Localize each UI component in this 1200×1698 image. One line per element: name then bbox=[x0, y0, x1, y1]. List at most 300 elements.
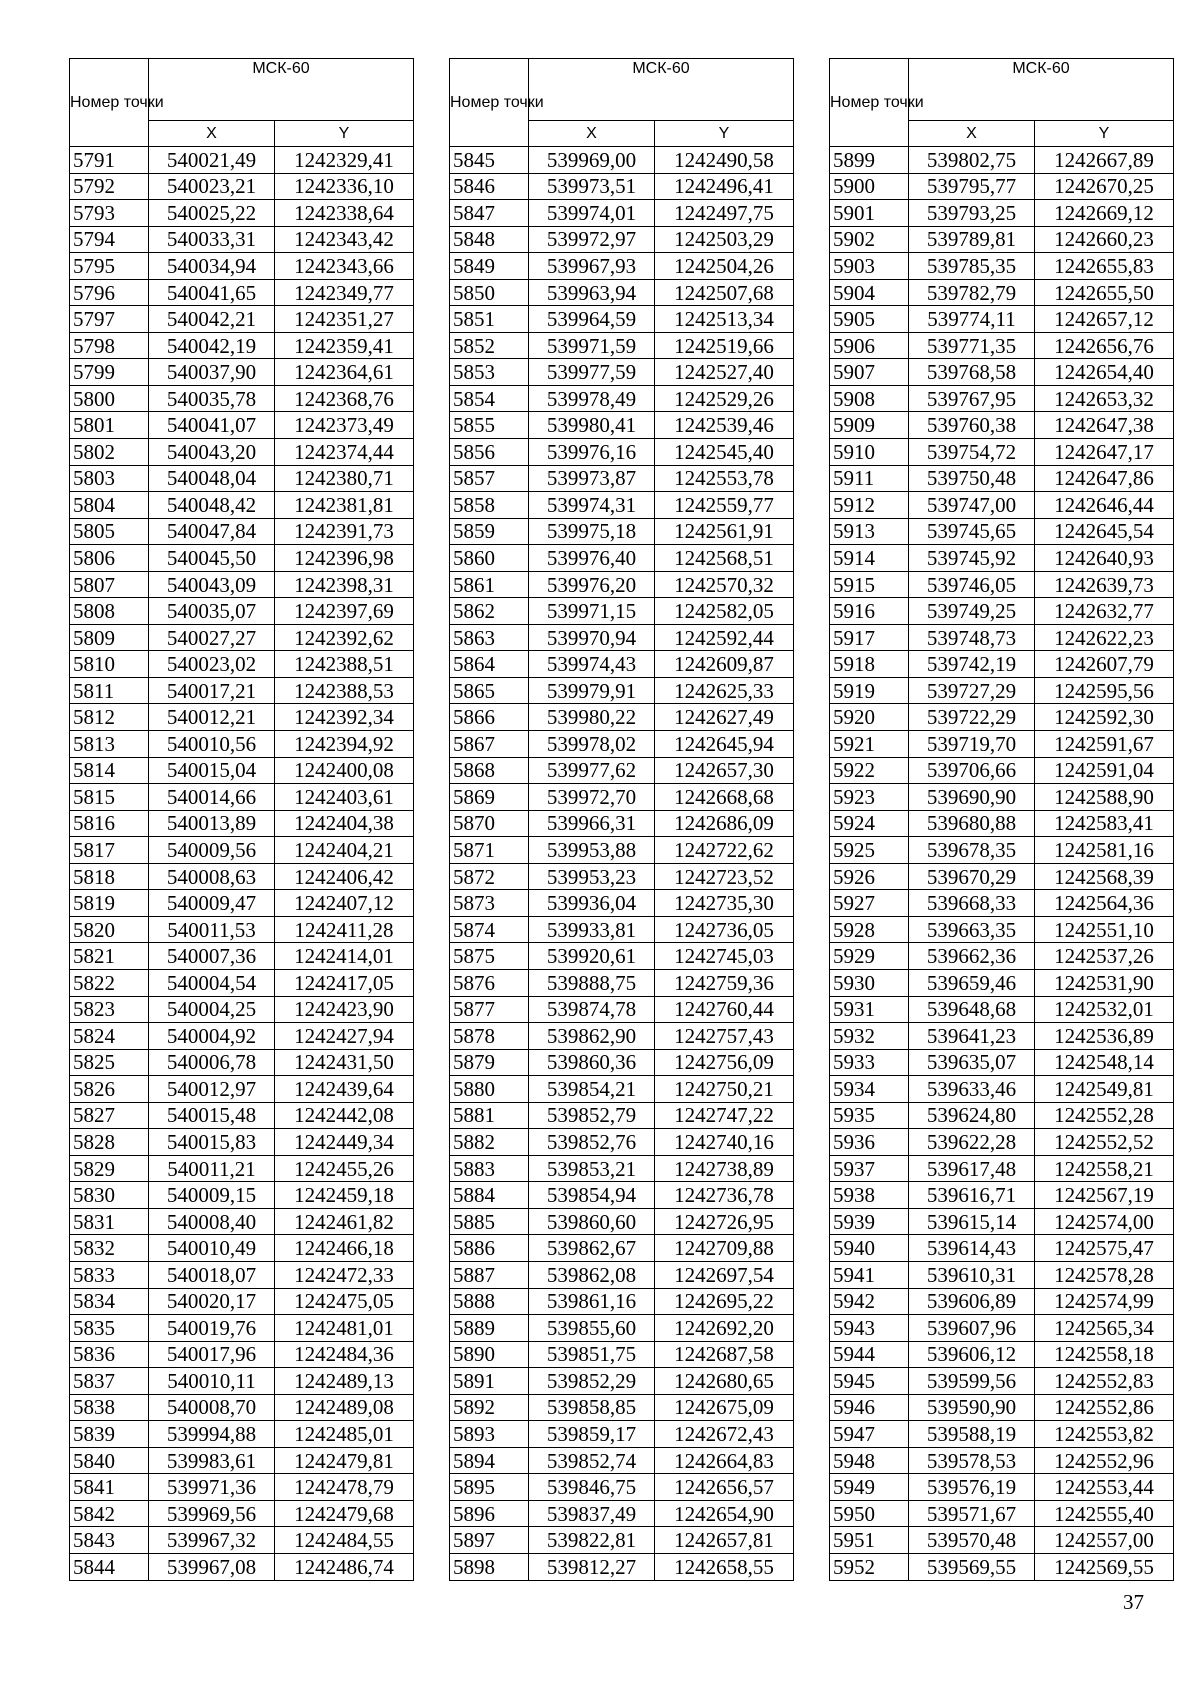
table-row bbox=[450, 757, 794, 784]
point-number: 5808 bbox=[70, 598, 149, 625]
table-row bbox=[830, 996, 1174, 1023]
x-coordinate: 539953,88 bbox=[529, 837, 655, 864]
table-row bbox=[450, 571, 794, 598]
table-row bbox=[450, 439, 794, 466]
y-coordinate: 1242406,42 bbox=[275, 863, 414, 890]
x-coordinate: 539576,19 bbox=[909, 1474, 1035, 1501]
table-row bbox=[450, 1368, 794, 1395]
table-row bbox=[450, 1102, 794, 1129]
table-row bbox=[450, 545, 794, 572]
y-coordinate: 1242655,50 bbox=[1035, 279, 1174, 306]
table-row bbox=[70, 1500, 414, 1527]
coordinates-table-3 bbox=[829, 58, 1174, 1581]
x-coordinate: 539977,62 bbox=[529, 757, 655, 784]
x-coordinate: 540023,02 bbox=[149, 651, 275, 678]
point-number: 5877 bbox=[450, 996, 529, 1023]
point-number: 5805 bbox=[70, 518, 149, 545]
table-row bbox=[830, 1421, 1174, 1448]
x-coordinate: 539706,66 bbox=[909, 757, 1035, 784]
y-coordinate: 1242645,54 bbox=[1035, 518, 1174, 545]
point-number: 5821 bbox=[70, 943, 149, 970]
table-row bbox=[830, 943, 1174, 970]
table-row bbox=[830, 571, 1174, 598]
x-coordinate: 539789,81 bbox=[909, 226, 1035, 253]
x-coordinate: 539606,12 bbox=[909, 1341, 1035, 1368]
y-header: Y bbox=[655, 121, 794, 147]
point-number: 5867 bbox=[450, 731, 529, 758]
coordinate-system-header: МСК-60 bbox=[149, 59, 414, 121]
table-row bbox=[830, 545, 1174, 572]
y-coordinate: 1242484,55 bbox=[275, 1527, 414, 1554]
point-number: 5913 bbox=[830, 518, 909, 545]
x-coordinate: 539969,56 bbox=[149, 1500, 275, 1527]
point-number: 5874 bbox=[450, 916, 529, 943]
point-number: 5945 bbox=[830, 1368, 909, 1395]
point-number: 5920 bbox=[830, 704, 909, 731]
table-row bbox=[830, 439, 1174, 466]
y-coordinate: 1242553,44 bbox=[1035, 1474, 1174, 1501]
x-coordinate: 539588,19 bbox=[909, 1421, 1035, 1448]
table-row bbox=[70, 1474, 414, 1501]
point-number: 5843 bbox=[70, 1527, 149, 1554]
point-number: 5817 bbox=[70, 837, 149, 864]
x-coordinate: 539971,15 bbox=[529, 598, 655, 625]
table-row bbox=[70, 1341, 414, 1368]
point-number: 5853 bbox=[450, 359, 529, 386]
y-coordinate: 1242388,51 bbox=[275, 651, 414, 678]
point-number: 5912 bbox=[830, 492, 909, 519]
x-coordinate: 540010,56 bbox=[149, 731, 275, 758]
y-coordinate: 1242391,73 bbox=[275, 518, 414, 545]
x-coordinate: 539746,05 bbox=[909, 571, 1035, 598]
table-row bbox=[70, 253, 414, 280]
y-coordinate: 1242654,40 bbox=[1035, 359, 1174, 386]
x-coordinate: 539874,78 bbox=[529, 996, 655, 1023]
point-number: 5923 bbox=[830, 784, 909, 811]
y-coordinate: 1242552,28 bbox=[1035, 1102, 1174, 1129]
table-row bbox=[450, 731, 794, 758]
x-coordinate: 539969,00 bbox=[529, 147, 655, 174]
table-row bbox=[830, 1023, 1174, 1050]
point-number: 5840 bbox=[70, 1447, 149, 1474]
x-coordinate: 540014,66 bbox=[149, 784, 275, 811]
point-number: 5819 bbox=[70, 890, 149, 917]
table-row bbox=[830, 412, 1174, 439]
y-coordinate: 1242481,01 bbox=[275, 1315, 414, 1342]
x-coordinate: 539793,25 bbox=[909, 200, 1035, 227]
y-coordinate: 1242575,47 bbox=[1035, 1235, 1174, 1262]
x-coordinate: 539771,35 bbox=[909, 332, 1035, 359]
point-number: 5824 bbox=[70, 1023, 149, 1050]
y-coordinate: 1242645,94 bbox=[655, 731, 794, 758]
y-coordinate: 1242756,09 bbox=[655, 1049, 794, 1076]
point-number: 5906 bbox=[830, 332, 909, 359]
table-row bbox=[450, 784, 794, 811]
point-number: 5839 bbox=[70, 1421, 149, 1448]
point-number: 5888 bbox=[450, 1288, 529, 1315]
y-coordinate: 1242745,03 bbox=[655, 943, 794, 970]
y-coordinate: 1242479,68 bbox=[275, 1500, 414, 1527]
y-coordinate: 1242695,22 bbox=[655, 1288, 794, 1315]
x-coordinate: 539967,08 bbox=[149, 1553, 275, 1580]
table-row bbox=[450, 226, 794, 253]
x-coordinate: 539933,81 bbox=[529, 916, 655, 943]
coordinate-system-header: МСК-60 bbox=[529, 59, 794, 121]
point-number: 5911 bbox=[830, 465, 909, 492]
table-row bbox=[70, 226, 414, 253]
y-coordinate: 1242664,83 bbox=[655, 1447, 794, 1474]
point-number: 5938 bbox=[830, 1182, 909, 1209]
point-number: 5862 bbox=[450, 598, 529, 625]
x-coordinate: 539854,21 bbox=[529, 1076, 655, 1103]
table-row bbox=[70, 1182, 414, 1209]
y-coordinate: 1242558,18 bbox=[1035, 1341, 1174, 1368]
point-number: 5909 bbox=[830, 412, 909, 439]
x-coordinate: 539727,29 bbox=[909, 677, 1035, 704]
y-coordinate: 1242478,79 bbox=[275, 1474, 414, 1501]
y-coordinate: 1242459,18 bbox=[275, 1182, 414, 1209]
y-coordinate: 1242654,90 bbox=[655, 1500, 794, 1527]
x-coordinate: 540015,83 bbox=[149, 1129, 275, 1156]
x-coordinate: 539617,48 bbox=[909, 1155, 1035, 1182]
x-coordinate: 539812,27 bbox=[529, 1553, 655, 1580]
y-coordinate: 1242561,91 bbox=[655, 518, 794, 545]
table-row bbox=[830, 598, 1174, 625]
y-coordinate: 1242351,27 bbox=[275, 306, 414, 333]
point-number: 5860 bbox=[450, 545, 529, 572]
point-number: 5841 bbox=[70, 1474, 149, 1501]
x-coordinate: 539980,41 bbox=[529, 412, 655, 439]
table-row bbox=[70, 200, 414, 227]
point-number: 5871 bbox=[450, 837, 529, 864]
y-coordinate: 1242686,09 bbox=[655, 810, 794, 837]
y-coordinate: 1242536,89 bbox=[1035, 1023, 1174, 1050]
point-number: 5803 bbox=[70, 465, 149, 492]
y-coordinate: 1242726,95 bbox=[655, 1208, 794, 1235]
x-coordinate: 539963,94 bbox=[529, 279, 655, 306]
table-row bbox=[70, 1155, 414, 1182]
point-number: 5904 bbox=[830, 279, 909, 306]
table-row bbox=[70, 1023, 414, 1050]
point-number: 5902 bbox=[830, 226, 909, 253]
x-coordinate: 539974,43 bbox=[529, 651, 655, 678]
x-coordinate: 539859,17 bbox=[529, 1421, 655, 1448]
x-coordinate: 539851,75 bbox=[529, 1341, 655, 1368]
x-coordinate: 539615,14 bbox=[909, 1208, 1035, 1235]
point-number: 5823 bbox=[70, 996, 149, 1023]
table-row bbox=[450, 1049, 794, 1076]
x-coordinate: 539648,68 bbox=[909, 996, 1035, 1023]
point-number: 5859 bbox=[450, 518, 529, 545]
y-coordinate: 1242709,88 bbox=[655, 1235, 794, 1262]
y-coordinate: 1242466,18 bbox=[275, 1235, 414, 1262]
table-row bbox=[70, 837, 414, 864]
y-coordinate: 1242359,41 bbox=[275, 332, 414, 359]
x-coordinate: 539853,21 bbox=[529, 1155, 655, 1182]
x-coordinate: 539976,20 bbox=[529, 571, 655, 598]
coordinates-table-2 bbox=[449, 58, 794, 1581]
x-coordinate: 540011,53 bbox=[149, 916, 275, 943]
point-number: 5937 bbox=[830, 1155, 909, 1182]
table-row bbox=[450, 1288, 794, 1315]
table-row bbox=[70, 731, 414, 758]
y-coordinate: 1242657,81 bbox=[655, 1527, 794, 1554]
x-coordinate: 540033,31 bbox=[149, 226, 275, 253]
y-coordinate: 1242565,34 bbox=[1035, 1315, 1174, 1342]
y-coordinate: 1242507,68 bbox=[655, 279, 794, 306]
x-coordinate: 539610,31 bbox=[909, 1261, 1035, 1288]
point-number: 5848 bbox=[450, 226, 529, 253]
table-row bbox=[450, 651, 794, 678]
point-number: 5886 bbox=[450, 1235, 529, 1262]
y-coordinate: 1242388,53 bbox=[275, 677, 414, 704]
x-coordinate: 539979,91 bbox=[529, 677, 655, 704]
y-coordinate: 1242658,55 bbox=[655, 1553, 794, 1580]
table-row bbox=[450, 279, 794, 306]
x-coordinate: 539768,58 bbox=[909, 359, 1035, 386]
y-coordinate: 1242449,34 bbox=[275, 1129, 414, 1156]
table-row bbox=[70, 1288, 414, 1315]
table-row bbox=[830, 1261, 1174, 1288]
point-number: 5905 bbox=[830, 306, 909, 333]
y-coordinate: 1242485,01 bbox=[275, 1421, 414, 1448]
y-coordinate: 1242397,69 bbox=[275, 598, 414, 625]
y-coordinate: 1242581,16 bbox=[1035, 837, 1174, 864]
table-row bbox=[70, 439, 414, 466]
point-number: 5895 bbox=[450, 1474, 529, 1501]
table-row bbox=[70, 385, 414, 412]
table-row bbox=[70, 1368, 414, 1395]
x-coordinate: 540019,76 bbox=[149, 1315, 275, 1342]
y-coordinate: 1242568,39 bbox=[1035, 863, 1174, 890]
x-coordinate: 539972,97 bbox=[529, 226, 655, 253]
table-row bbox=[450, 1421, 794, 1448]
y-coordinate: 1242657,30 bbox=[655, 757, 794, 784]
point-number: 5834 bbox=[70, 1288, 149, 1315]
point-number: 5898 bbox=[450, 1553, 529, 1580]
point-number: 5797 bbox=[70, 306, 149, 333]
table-row bbox=[830, 1527, 1174, 1554]
point-number: 5870 bbox=[450, 810, 529, 837]
table-row bbox=[70, 1421, 414, 1448]
point-number: 5799 bbox=[70, 359, 149, 386]
table-row bbox=[450, 943, 794, 970]
x-coordinate: 539641,23 bbox=[909, 1023, 1035, 1050]
y-coordinate: 1242622,23 bbox=[1035, 624, 1174, 651]
point-number: 5875 bbox=[450, 943, 529, 970]
table-row bbox=[830, 757, 1174, 784]
point-number: 5947 bbox=[830, 1421, 909, 1448]
point-number: 5890 bbox=[450, 1341, 529, 1368]
x-coordinate: 539599,56 bbox=[909, 1368, 1035, 1395]
point-number: 5827 bbox=[70, 1102, 149, 1129]
x-coordinate: 539747,00 bbox=[909, 492, 1035, 519]
table-row bbox=[830, 359, 1174, 386]
table-row bbox=[450, 1553, 794, 1580]
point-number: 5889 bbox=[450, 1315, 529, 1342]
x-coordinate: 539973,51 bbox=[529, 173, 655, 200]
y-coordinate: 1242343,42 bbox=[275, 226, 414, 253]
y-coordinate: 1242549,81 bbox=[1035, 1076, 1174, 1103]
point-number: 5852 bbox=[450, 332, 529, 359]
point-number: 5818 bbox=[70, 863, 149, 890]
table-row bbox=[450, 173, 794, 200]
point-number: 5943 bbox=[830, 1315, 909, 1342]
x-coordinate: 539852,29 bbox=[529, 1368, 655, 1395]
x-coordinate: 540047,84 bbox=[149, 518, 275, 545]
point-number: 5835 bbox=[70, 1315, 149, 1342]
point-number: 5950 bbox=[830, 1500, 909, 1527]
x-coordinate: 540041,65 bbox=[149, 279, 275, 306]
point-number: 5815 bbox=[70, 784, 149, 811]
y-coordinate: 1242574,99 bbox=[1035, 1288, 1174, 1315]
table-row bbox=[830, 1129, 1174, 1156]
y-coordinate: 1242557,00 bbox=[1035, 1527, 1174, 1554]
y-coordinate: 1242513,34 bbox=[655, 306, 794, 333]
point-number: 5935 bbox=[830, 1102, 909, 1129]
x-coordinate: 540008,63 bbox=[149, 863, 275, 890]
table-row bbox=[70, 757, 414, 784]
x-coordinate: 540023,21 bbox=[149, 173, 275, 200]
point-number: 5847 bbox=[450, 200, 529, 227]
point-number: 5882 bbox=[450, 1129, 529, 1156]
table-row bbox=[830, 492, 1174, 519]
y-coordinate: 1242417,05 bbox=[275, 969, 414, 996]
point-number: 5829 bbox=[70, 1155, 149, 1182]
table-row bbox=[70, 332, 414, 359]
x-coordinate: 539690,90 bbox=[909, 784, 1035, 811]
x-coordinate: 540009,56 bbox=[149, 837, 275, 864]
x-coordinate: 539860,36 bbox=[529, 1049, 655, 1076]
point-number: 5929 bbox=[830, 943, 909, 970]
point-number: 5793 bbox=[70, 200, 149, 227]
point-number: 5942 bbox=[830, 1288, 909, 1315]
y-coordinate: 1242569,55 bbox=[1035, 1553, 1174, 1580]
point-number: 5880 bbox=[450, 1076, 529, 1103]
table-row bbox=[450, 1341, 794, 1368]
y-coordinate: 1242529,26 bbox=[655, 385, 794, 412]
y-header: Y bbox=[1035, 121, 1174, 147]
x-coordinate: 539670,29 bbox=[909, 863, 1035, 890]
y-coordinate: 1242736,78 bbox=[655, 1182, 794, 1209]
y-coordinate: 1242503,29 bbox=[655, 226, 794, 253]
y-coordinate: 1242592,30 bbox=[1035, 704, 1174, 731]
table-row bbox=[70, 1527, 414, 1554]
table-row bbox=[70, 545, 414, 572]
table-row bbox=[450, 916, 794, 943]
table-row bbox=[70, 810, 414, 837]
table-row bbox=[450, 1474, 794, 1501]
y-coordinate: 1242519,66 bbox=[655, 332, 794, 359]
y-coordinate: 1242338,64 bbox=[275, 200, 414, 227]
y-coordinate: 1242427,94 bbox=[275, 1023, 414, 1050]
table-row bbox=[70, 1553, 414, 1580]
table-row bbox=[70, 969, 414, 996]
table-row bbox=[70, 890, 414, 917]
y-coordinate: 1242431,50 bbox=[275, 1049, 414, 1076]
point-number: 5855 bbox=[450, 412, 529, 439]
table-row bbox=[70, 704, 414, 731]
point-number: 5868 bbox=[450, 757, 529, 784]
x-coordinate: 539635,07 bbox=[909, 1049, 1035, 1076]
y-coordinate: 1242738,89 bbox=[655, 1155, 794, 1182]
table-row bbox=[830, 677, 1174, 704]
y-coordinate: 1242423,90 bbox=[275, 996, 414, 1023]
x-coordinate: 539972,70 bbox=[529, 784, 655, 811]
point-number: 5857 bbox=[450, 465, 529, 492]
point-number: 5941 bbox=[830, 1261, 909, 1288]
table-row bbox=[830, 731, 1174, 758]
x-coordinate: 539837,49 bbox=[529, 1500, 655, 1527]
y-coordinate: 1242559,77 bbox=[655, 492, 794, 519]
x-coordinate: 540045,50 bbox=[149, 545, 275, 572]
y-coordinate: 1242472,33 bbox=[275, 1261, 414, 1288]
y-coordinate: 1242760,44 bbox=[655, 996, 794, 1023]
table-row bbox=[830, 518, 1174, 545]
table-row bbox=[830, 837, 1174, 864]
x-coordinate: 539774,11 bbox=[909, 306, 1035, 333]
table-row bbox=[450, 1182, 794, 1209]
y-coordinate: 1242647,38 bbox=[1035, 412, 1174, 439]
x-coordinate: 539967,93 bbox=[529, 253, 655, 280]
table-row bbox=[450, 1527, 794, 1554]
y-coordinate: 1242747,22 bbox=[655, 1102, 794, 1129]
table-row bbox=[450, 1155, 794, 1182]
y-coordinate: 1242532,01 bbox=[1035, 996, 1174, 1023]
table-row bbox=[70, 492, 414, 519]
x-coordinate: 539973,87 bbox=[529, 465, 655, 492]
x-coordinate: 540020,17 bbox=[149, 1288, 275, 1315]
y-coordinate: 1242497,75 bbox=[655, 200, 794, 227]
table-row bbox=[830, 1235, 1174, 1262]
x-coordinate: 540037,90 bbox=[149, 359, 275, 386]
point-number: 5924 bbox=[830, 810, 909, 837]
point-number: 5878 bbox=[450, 1023, 529, 1050]
point-number: 5804 bbox=[70, 492, 149, 519]
y-coordinate: 1242381,81 bbox=[275, 492, 414, 519]
point-number: 5826 bbox=[70, 1076, 149, 1103]
x-coordinate: 539920,61 bbox=[529, 943, 655, 970]
point-number: 5842 bbox=[70, 1500, 149, 1527]
point-number: 5809 bbox=[70, 624, 149, 651]
table-row bbox=[70, 784, 414, 811]
x-coordinate: 539748,73 bbox=[909, 624, 1035, 651]
table-row bbox=[450, 359, 794, 386]
y-coordinate: 1242489,13 bbox=[275, 1368, 414, 1395]
table-row bbox=[830, 200, 1174, 227]
x-coordinate: 540042,21 bbox=[149, 306, 275, 333]
table-row bbox=[70, 279, 414, 306]
table-row bbox=[70, 1235, 414, 1262]
point-number: 5795 bbox=[70, 253, 149, 280]
table-row bbox=[70, 1076, 414, 1103]
table-row bbox=[830, 863, 1174, 890]
point-number: 5796 bbox=[70, 279, 149, 306]
x-coordinate: 539976,40 bbox=[529, 545, 655, 572]
table-row bbox=[450, 465, 794, 492]
y-coordinate: 1242740,16 bbox=[655, 1129, 794, 1156]
x-coordinate: 540043,09 bbox=[149, 571, 275, 598]
table-row bbox=[830, 1394, 1174, 1421]
point-number: 5910 bbox=[830, 439, 909, 466]
y-coordinate: 1242552,83 bbox=[1035, 1368, 1174, 1395]
x-coordinate: 539994,88 bbox=[149, 1421, 275, 1448]
point-number: 5811 bbox=[70, 677, 149, 704]
table-row bbox=[830, 1500, 1174, 1527]
x-coordinate: 539742,19 bbox=[909, 651, 1035, 678]
x-coordinate: 539785,35 bbox=[909, 253, 1035, 280]
y-coordinate: 1242680,65 bbox=[655, 1368, 794, 1395]
